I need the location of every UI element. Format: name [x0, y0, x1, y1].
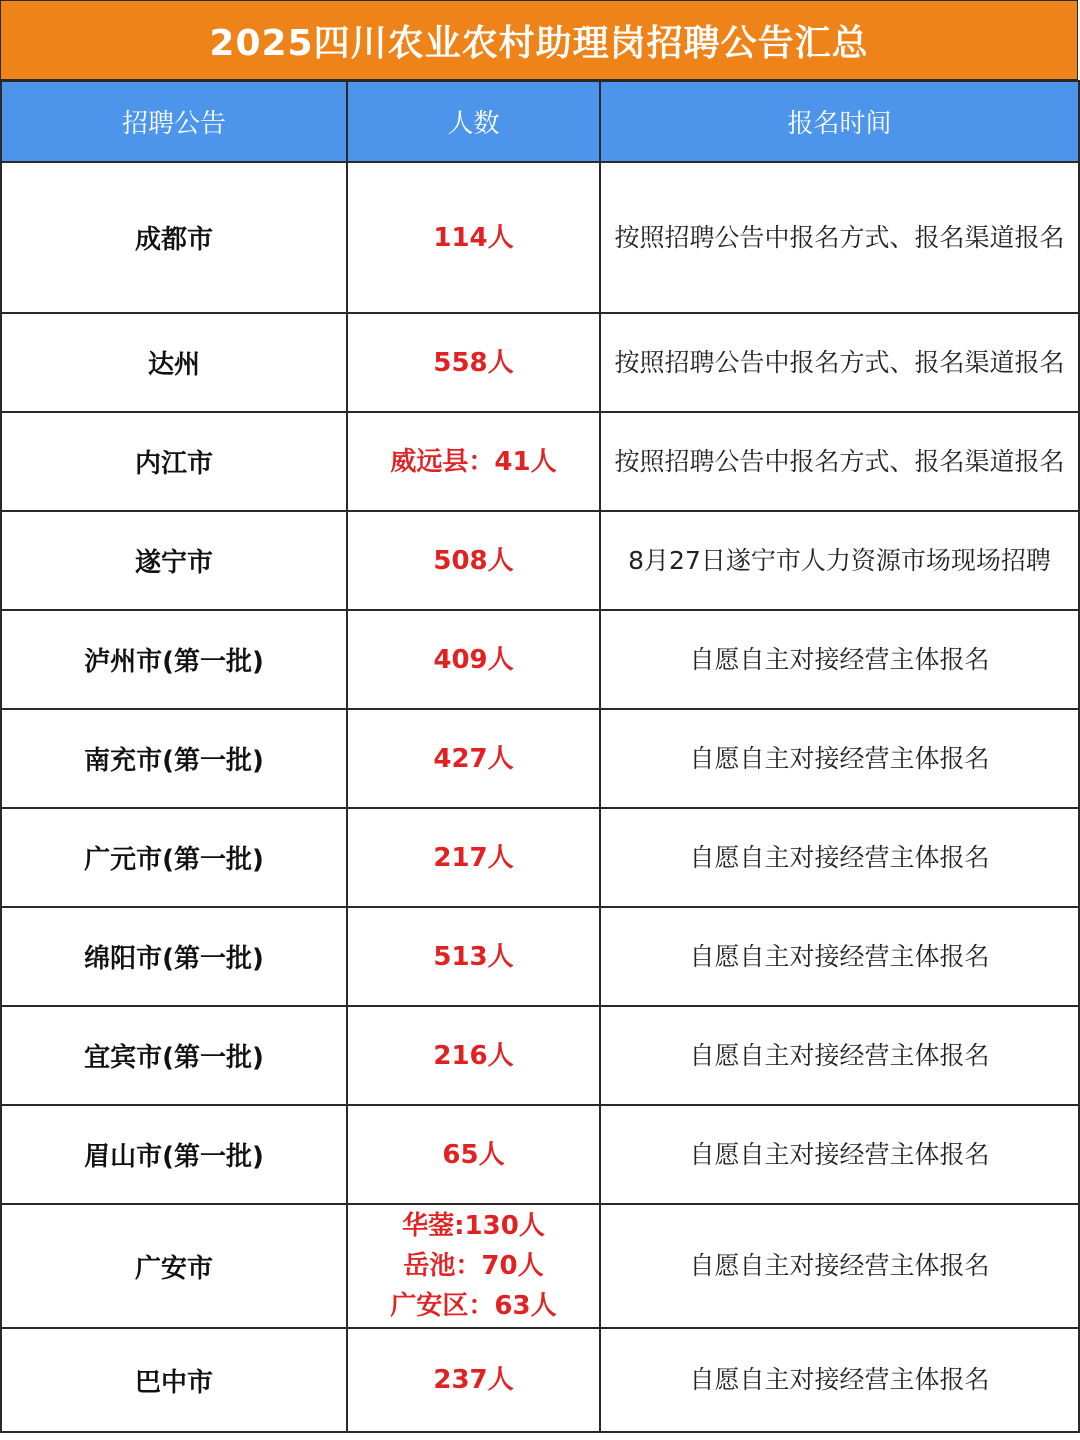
registration-method-cell: 自愿自主对接经营主体报名: [600, 709, 1079, 808]
table-row: [1, 907, 1079, 1006]
city-cell: 内江市: [1, 412, 347, 511]
headcount-cell: [347, 1328, 600, 1432]
table-row: [1, 709, 1079, 808]
headcount-cell: [347, 1105, 600, 1204]
headcount-value: 广安区：63人: [390, 1291, 557, 1321]
headcount-cell: [347, 808, 600, 907]
headcount-cell: [347, 511, 600, 610]
city-cell: 广安市: [1, 1204, 347, 1328]
headcount-cell: [347, 313, 600, 412]
headcount-value: 114人: [433, 222, 514, 253]
city-cell: 眉山市(第一批): [1, 1105, 347, 1204]
headcount-cell: [347, 907, 600, 1006]
headcount-cell: [347, 1204, 600, 1328]
table-row: [1, 610, 1079, 709]
headcount-value: 427人: [433, 743, 514, 774]
table-row: [1, 313, 1079, 412]
headcount-value: 216人: [433, 1040, 514, 1071]
registration-method-cell: 自愿自主对接经营主体报名: [600, 808, 1079, 907]
registration-method-cell: 按照招聘公告中报名方式、报名渠道报名: [600, 313, 1079, 412]
table-row: [1, 808, 1079, 907]
registration-method-cell: 自愿自主对接经营主体报名: [600, 1204, 1079, 1328]
city-cell: 泸州市(第一批): [1, 610, 347, 709]
table-row: [1, 1105, 1079, 1204]
recruitment-table: [0, 80, 1080, 1433]
registration-method-cell: 8月27日遂宁市人力资源市场现场招聘: [600, 511, 1079, 610]
page-title: 2025四川农业农村助理岗招聘公告汇总: [0, 0, 1078, 80]
registration-method-cell: 按照招聘公告中报名方式、报名渠道报名: [600, 162, 1079, 313]
headcount-value: 558人: [433, 347, 514, 378]
city-cell: 南充市(第一批): [1, 709, 347, 808]
column-header-headcount: 人数: [347, 81, 600, 162]
headcount-value: 237人: [433, 1365, 514, 1395]
city-cell: 巴中市: [1, 1328, 347, 1432]
city-cell: 成都市: [1, 162, 347, 313]
headcount-value: 409人: [433, 644, 514, 675]
headcount-cell: [347, 709, 600, 808]
registration-method-cell: 自愿自主对接经营主体报名: [600, 610, 1079, 709]
table-row: [1, 162, 1079, 313]
table-row: [1, 1204, 1079, 1328]
headcount-cell: [347, 412, 600, 511]
table-row: [1, 1328, 1079, 1432]
headcount-value: 65人: [442, 1139, 505, 1170]
table-row: [1, 511, 1079, 610]
headcount-value: 513人: [433, 941, 514, 972]
registration-method-cell: 自愿自主对接经营主体报名: [600, 907, 1079, 1006]
city-cell: 绵阳市(第一批): [1, 907, 347, 1006]
table-header-row: [1, 81, 1079, 162]
column-header-announcement: 招聘公告: [1, 81, 347, 162]
city-cell: 宜宾市(第一批): [1, 1006, 347, 1105]
headcount-cell: [347, 1006, 600, 1105]
table-row: [1, 412, 1079, 511]
headcount-value: 华蓥:130人: [402, 1211, 545, 1241]
city-cell: 达州: [1, 313, 347, 412]
column-header-registration-time: 报名时间: [600, 81, 1079, 162]
table-row: [1, 1006, 1079, 1105]
registration-method-cell: 自愿自主对接经营主体报名: [600, 1328, 1079, 1432]
registration-method-cell: 按照招聘公告中报名方式、报名渠道报名: [600, 412, 1079, 511]
registration-method-cell: 自愿自主对接经营主体报名: [600, 1006, 1079, 1105]
registration-method-cell: 自愿自主对接经营主体报名: [600, 1105, 1079, 1204]
headcount-value: 217人: [433, 842, 514, 873]
headcount-value: 岳池：70人: [403, 1251, 544, 1281]
headcount-value: 508人: [433, 545, 514, 576]
city-cell: 遂宁市: [1, 511, 347, 610]
city-cell: 广元市(第一批): [1, 808, 347, 907]
headcount-cell: [347, 610, 600, 709]
headcount-cell: [347, 162, 600, 313]
headcount-value: 威远县：41人: [390, 446, 557, 477]
